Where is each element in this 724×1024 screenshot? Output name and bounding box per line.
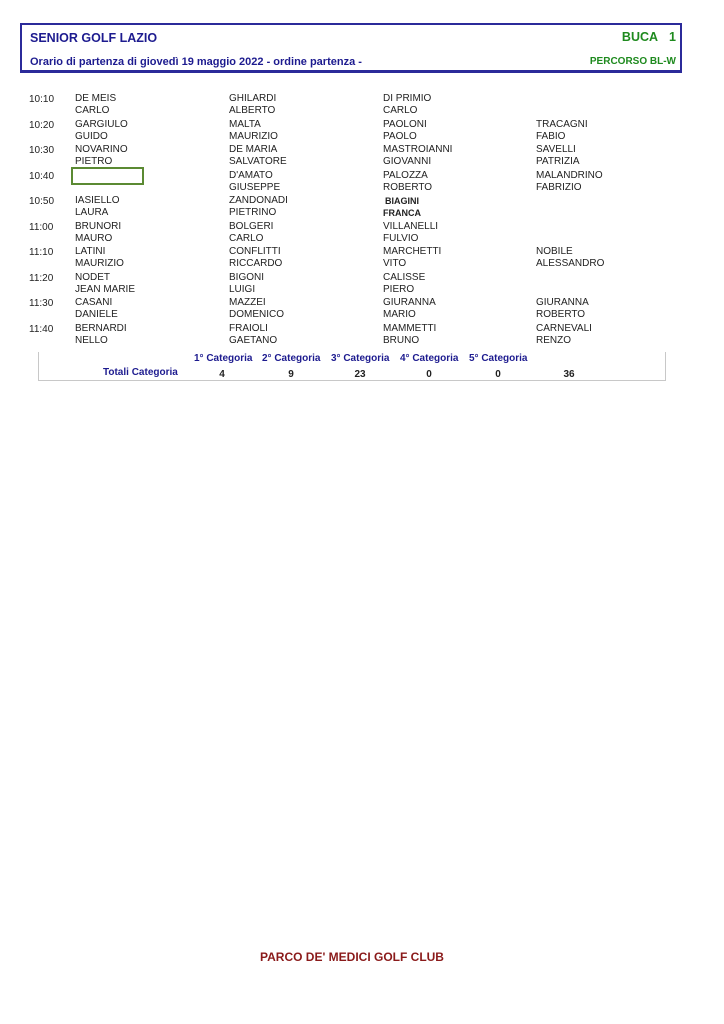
player-surname: CARNEVALI [536, 322, 592, 334]
player-slot [229, 246, 282, 270]
player-surname: GHILARDI [229, 93, 277, 104]
player-surname: PALOZZA [383, 169, 428, 181]
player-firstname: DANIELE [75, 309, 118, 320]
empty-player-slot[interactable] [71, 167, 144, 185]
tee-time: 10:40 [29, 170, 55, 182]
tee-time: 11:40 [29, 323, 54, 335]
player-slot [536, 119, 588, 143]
player-surname: MALTA [229, 118, 261, 130]
player-surname: BIAGINI [385, 196, 420, 206]
tee-time-row [0, 272, 724, 298]
player-firstname: DOMENICO [229, 309, 284, 320]
category-header: 1° Categoria [194, 353, 253, 364]
player-firstname: CARLO [75, 105, 110, 116]
player-firstname: CARLO [383, 105, 418, 116]
player-surname: CASANI [75, 297, 113, 308]
page-title: SENIOR GOLF LAZIO [30, 31, 158, 45]
player-surname: CALISSE [383, 271, 426, 283]
player-slot [229, 297, 284, 321]
player-firstname: BRUNO [383, 334, 420, 346]
player-surname: LATINI [75, 246, 106, 257]
player-firstname: FULVIO [383, 232, 419, 244]
player-firstname: PIETRO [75, 156, 113, 167]
category-total: 23 [354, 369, 366, 380]
player-firstname: LAURA [75, 207, 109, 218]
player-surname: NOBILE [536, 246, 573, 257]
player-slot [75, 119, 128, 143]
player-slot [75, 297, 118, 321]
player-slot [536, 297, 589, 321]
category-total: 0 [495, 369, 501, 380]
player-surname: MALANDRINO [536, 169, 603, 181]
category-total: 0 [426, 369, 432, 380]
player-firstname: FABRIZIO [536, 181, 582, 193]
player-slot [229, 93, 276, 117]
player-firstname: MAURO [75, 232, 113, 244]
player-slot [383, 144, 452, 168]
tee-time: 10:50 [29, 196, 55, 207]
player-surname: SAVELLI [536, 144, 576, 155]
player-surname: GIURANNA [383, 297, 436, 308]
tee-time-row [0, 195, 724, 221]
tee-time-row [0, 246, 724, 272]
player-slot [536, 323, 592, 347]
schedule-subtitle: Orario di partenza di giovedì 19 maggio 2022 - ordine partenza - [30, 56, 362, 68]
tee-time-row [0, 119, 724, 145]
player-firstname: ALESSANDRO [536, 258, 605, 269]
player-slot [383, 323, 436, 347]
player-slot [229, 119, 278, 143]
tee-time: 10:30 [29, 145, 55, 156]
tee-time: 10:20 [29, 119, 55, 131]
player-slot [536, 170, 603, 194]
hole-label: BUCA 1 [621, 30, 676, 44]
player-firstname: PIERO [383, 283, 415, 295]
tee-time: 11:10 [29, 247, 54, 258]
player-slot [536, 144, 580, 168]
player-surname: TRACAGNI [536, 118, 588, 130]
player-surname: PAOLONI [383, 118, 427, 130]
player-surname: MAZZEI [229, 297, 266, 308]
player-firstname: GUIDO [75, 130, 108, 142]
player-firstname: ALBERTO [229, 105, 276, 116]
player-surname: BIGONI [229, 271, 265, 283]
category-header: 4° Categoria [400, 353, 459, 364]
player-firstname: PIETRINO [229, 207, 277, 218]
player-surname: MARCHETTI [383, 246, 442, 257]
footer-club-name: PARCO DE' MEDICI GOLF CLUB [260, 950, 444, 964]
tee-time: 10:10 [29, 94, 55, 105]
player-surname: DE MARIA [229, 144, 278, 155]
category-header: 2° Categoria [262, 353, 321, 364]
player-slot [383, 170, 432, 194]
player-slot [229, 144, 287, 168]
player-firstname: GIOVANNI [383, 156, 432, 167]
player-slot [75, 144, 128, 168]
player-surname: MASTROIANNI [383, 144, 453, 155]
player-firstname: MAURIZIO [75, 258, 124, 269]
category-total: 4 [219, 369, 225, 380]
player-slot [383, 119, 427, 143]
player-slot [383, 272, 425, 296]
player-surname: DE MEIS [75, 93, 117, 104]
grand-total: 36 [563, 369, 575, 380]
category-total: 9 [288, 369, 294, 380]
tee-time-row [0, 297, 724, 323]
player-firstname: FABIO [536, 130, 566, 142]
player-surname: GIURANNA [536, 297, 589, 308]
player-firstname: PAOLO [383, 130, 417, 142]
player-slot [75, 323, 127, 347]
player-surname: VILLANELLI [383, 220, 439, 232]
player-slot [75, 93, 116, 117]
player-firstname: FRANCA [383, 208, 421, 218]
player-surname: FRAIOLI [229, 322, 268, 334]
tee-time-row [0, 170, 724, 196]
player-firstname: ROBERTO [536, 309, 586, 320]
player-firstname: PATRIZIA [536, 156, 580, 167]
player-slot [383, 246, 441, 270]
player-slot [383, 93, 431, 117]
player-surname: MAMMETTI [383, 322, 437, 334]
player-slot [229, 170, 280, 194]
player-slot [75, 272, 135, 296]
player-slot [75, 246, 124, 270]
category-header: 3° Categoria [331, 353, 390, 364]
player-surname: IASIELLO [75, 195, 120, 206]
player-surname: GARGIULO [75, 118, 128, 130]
player-slot [383, 221, 438, 245]
player-firstname: NELLO [75, 334, 108, 346]
player-slot [75, 221, 121, 245]
player-firstname: SALVATORE [229, 156, 287, 167]
tee-time-list [0, 93, 724, 348]
player-surname: NODET [75, 271, 110, 283]
player-firstname: VITO [383, 258, 407, 269]
player-surname: ZANDONADI [229, 195, 288, 206]
player-slot [75, 195, 119, 219]
player-slot [383, 297, 436, 321]
player-firstname: MAURIZIO [229, 130, 278, 142]
player-surname: BRUNORI [75, 220, 122, 232]
tee-time-row [0, 323, 724, 349]
player-slot [536, 246, 604, 270]
category-totals [38, 352, 666, 381]
player-firstname: MARIO [383, 309, 416, 320]
player-surname: BOLGERI [229, 220, 274, 232]
player-surname: BERNARDI [75, 322, 127, 334]
player-firstname: JEAN MARIE [75, 283, 136, 295]
player-firstname: RENZO [536, 334, 571, 346]
player-slot [383, 195, 421, 219]
category-header: 5° Categoria [469, 353, 528, 364]
tee-time-row [0, 221, 724, 247]
player-firstname: LUIGI [229, 283, 256, 295]
player-firstname: RICCARDO [229, 258, 283, 269]
course-label: PERCORSO BL-W [589, 56, 676, 67]
player-slot [229, 272, 264, 296]
player-surname: NOVARINO [75, 144, 128, 155]
player-slot [229, 323, 277, 347]
totals-label: Totali Categoria [103, 367, 178, 378]
header-box [20, 23, 682, 73]
tee-time: 11:30 [29, 298, 54, 309]
player-firstname: CARLO [229, 232, 264, 244]
player-firstname: GIUSEPPE [229, 181, 281, 193]
player-firstname: ROBERTO [383, 181, 433, 193]
tee-time: 11:20 [29, 272, 54, 284]
player-slot [229, 195, 288, 219]
player-surname: CONFLITTI [229, 246, 281, 257]
player-surname: D'AMATO [229, 169, 273, 181]
player-slot [229, 221, 273, 245]
tee-time-row [0, 93, 724, 119]
player-surname: DI PRIMIO [383, 93, 432, 104]
player-firstname: GAETANO [229, 334, 278, 346]
tee-time: 11:00 [29, 221, 54, 233]
